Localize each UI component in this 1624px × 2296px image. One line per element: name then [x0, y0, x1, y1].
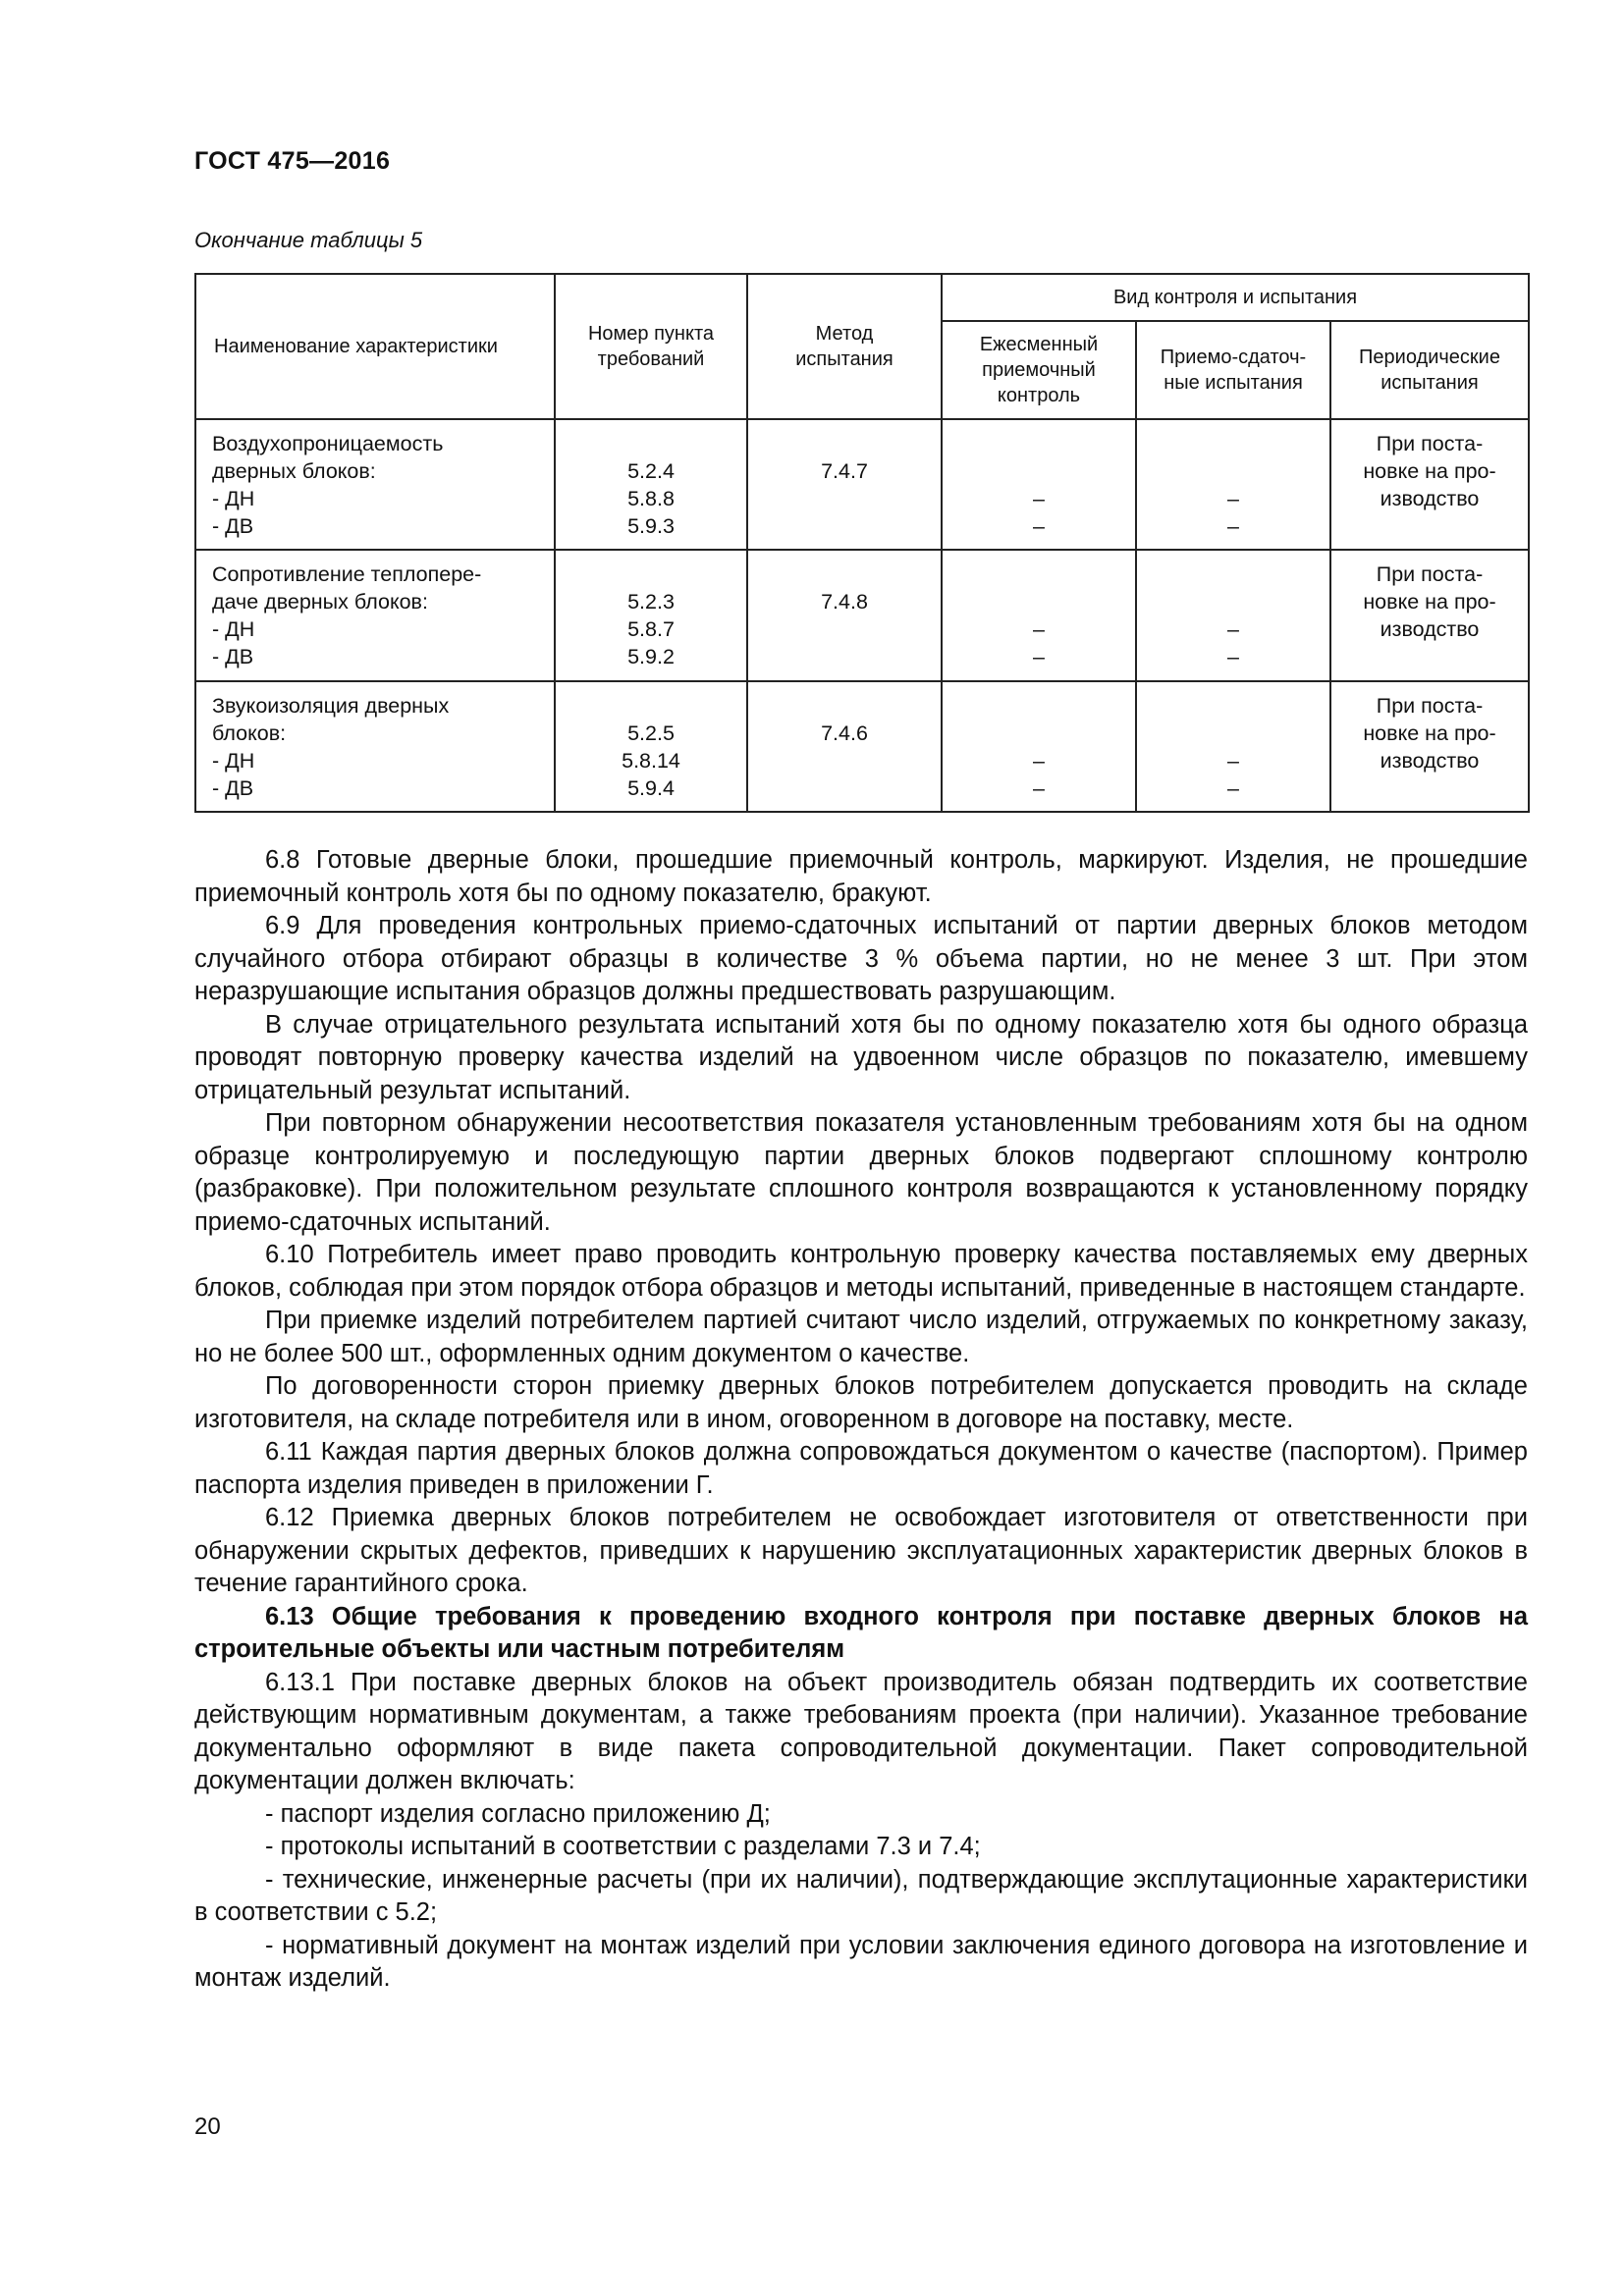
- list-item: - протоколы испытаний в соответствии с разделами 7.3 и 7.4;: [265, 1833, 981, 1860]
- cell-characteristic: Сопротивление теплопере- даче дверных блоков: - ДН - ДВ: [195, 550, 555, 681]
- cell-monthly: – –: [942, 681, 1136, 812]
- list-item: - технические, инженерные расчеты (при их наличии), подтверждающие эксплутационные характеристики в соответствии с 5.2;: [194, 1865, 1528, 1926]
- paragraph: При приемке изделий потребителем партией считают число изделий, отгружаемых по конкретному заказу, но не более 500 шт., оформленных одним документом о качестве.: [194, 1307, 1528, 1367]
- cell-method: 7.4.6: [747, 681, 942, 812]
- paragraph-6-8: 6.8 Готовые дверные блоки, прошедшие приемочный контроль, маркируют. Изделия, не прошедшие приемочный контроль хотя бы по одному показателю, бракуют.: [194, 846, 1528, 907]
- cell-method: 7.4.8: [747, 550, 942, 681]
- body-text: [194, 844, 1528, 1996]
- paragraph-6-11: 6.11 Каждая партия дверных блоков должна сопровождаться документом о качестве (паспортом). Пример паспорта изделия приведен в приложении Г.: [194, 1438, 1528, 1499]
- table-caption: Окончание таблицы 5: [194, 228, 423, 252]
- paragraph: При повторном обнаружении несоответствия показателя установленным требованиям хотя бы на одном образце контролируемую и последующую партии дверных блоков подвергают сплошному контролю (разбраковке). При положительном результате сплошного контроля возвращаются к установленному порядку приемо-сдаточных испытаний.: [194, 1109, 1528, 1236]
- header-control-group: Вид контроля и испытания: [942, 274, 1529, 321]
- list-item: - паспорт изделия согласно приложению Д;: [265, 1799, 771, 1828]
- cell-periodic: При поста- новке на про- изводство: [1330, 419, 1529, 550]
- cell-characteristic: Воздухопроницаемость дверных блоков: - ДН - ДВ: [195, 419, 555, 550]
- cell-method: 7.4.7: [747, 419, 942, 550]
- spec-table: [194, 273, 1530, 813]
- section-heading-6-13: 6.13 Общие требования к проведению входного контроля при поставке дверных блоков на строительные объекты или частным потребителям: [194, 1602, 1528, 1663]
- cell-monthly: – –: [942, 550, 1136, 681]
- cell-requirement: 5.2.5 5.8.14 5.9.4: [555, 681, 747, 812]
- cell-periodic: При поста- новке на про- изводство: [1330, 550, 1529, 681]
- header-requirement: Номер пункта требований: [555, 274, 747, 419]
- cell-requirement: 5.2.4 5.8.8 5.9.3: [555, 419, 747, 550]
- cell-periodic: При поста- новке на про- изводство: [1330, 681, 1529, 812]
- cell-monthly: – –: [942, 419, 1136, 550]
- header-monthly: Ежесменный приемочный контроль: [942, 321, 1136, 419]
- cell-acceptance: – –: [1136, 681, 1330, 812]
- paragraph-6-10: 6.10 Потребитель имеет право проводить контрольную проверку качества поставляемых ему дверных блоков, соблюдая при этом порядок отбора образцов и методы испытаний, приведенные в настоящем стандарте.: [194, 1241, 1528, 1302]
- paragraph: В случае отрицательного результата испытаний хотя бы по одному показателю хотя бы одного образца проводят повторную проверку качества изделий на удвоенном числе образцов по показателю, имевшему отрицательный результат испытаний.: [194, 1010, 1528, 1104]
- page-number: 20: [194, 2113, 221, 2140]
- cell-acceptance: – –: [1136, 419, 1330, 550]
- header-acceptance: Приемо-сдаточ- ные испытания: [1136, 321, 1330, 419]
- list-item: - нормативный документ на монтаж изделий при условии заключения единого договора на изготовление и монтаж изделий.: [194, 1931, 1528, 1992]
- cell-characteristic: Звукоизоляция дверных блоков: - ДН - ДВ: [195, 681, 555, 812]
- header-characteristic: Наименование характеристики: [195, 274, 555, 419]
- table-row: [195, 550, 1529, 681]
- paragraph-6-12: 6.12 Приемка дверных блоков потребителем не освобождает изготовителя от ответственности при обнаружении скрытых дефектов, приведших к нарушению эксплуатационных характеристик дверных блоков в течение гарантийного срока.: [194, 1504, 1528, 1597]
- table-row: [195, 419, 1529, 550]
- header-method: Метод испытания: [747, 274, 942, 419]
- paragraph-6-13-1: 6.13.1 При поставке дверных блоков на объект производитель обязан подтвердить их соответствие действующим нормативным документам, а также требованиям проекта (при наличии). Указанное требование документально оформляют в виде пакета сопроводительной документации. Пакет сопроводительной документации должен включать:: [194, 1668, 1528, 1794]
- document-code: ГОСТ 475—2016: [194, 147, 391, 175]
- table-row: [195, 681, 1529, 812]
- header-periodic: Периодические испытания: [1330, 321, 1529, 419]
- cell-acceptance: – –: [1136, 550, 1330, 681]
- paragraph: По договоренности сторон приемку дверных блоков потребителем допускается проводить на складе изготовителя, на складе потребителя или в ином, оговоренном в договоре на поставку, месте.: [194, 1372, 1528, 1433]
- cell-requirement: 5.2.3 5.8.7 5.9.2: [555, 550, 747, 681]
- paragraph-6-9: 6.9 Для проведения контрольных приемо-сдаточных испытаний от партии дверных блоков методом случайного отбора отбирают образцы в количестве 3 % объема партии, но не менее 3 шт. При этом неразрушающие испытания образцов должны предшествовать разрушающим.: [194, 912, 1528, 1005]
